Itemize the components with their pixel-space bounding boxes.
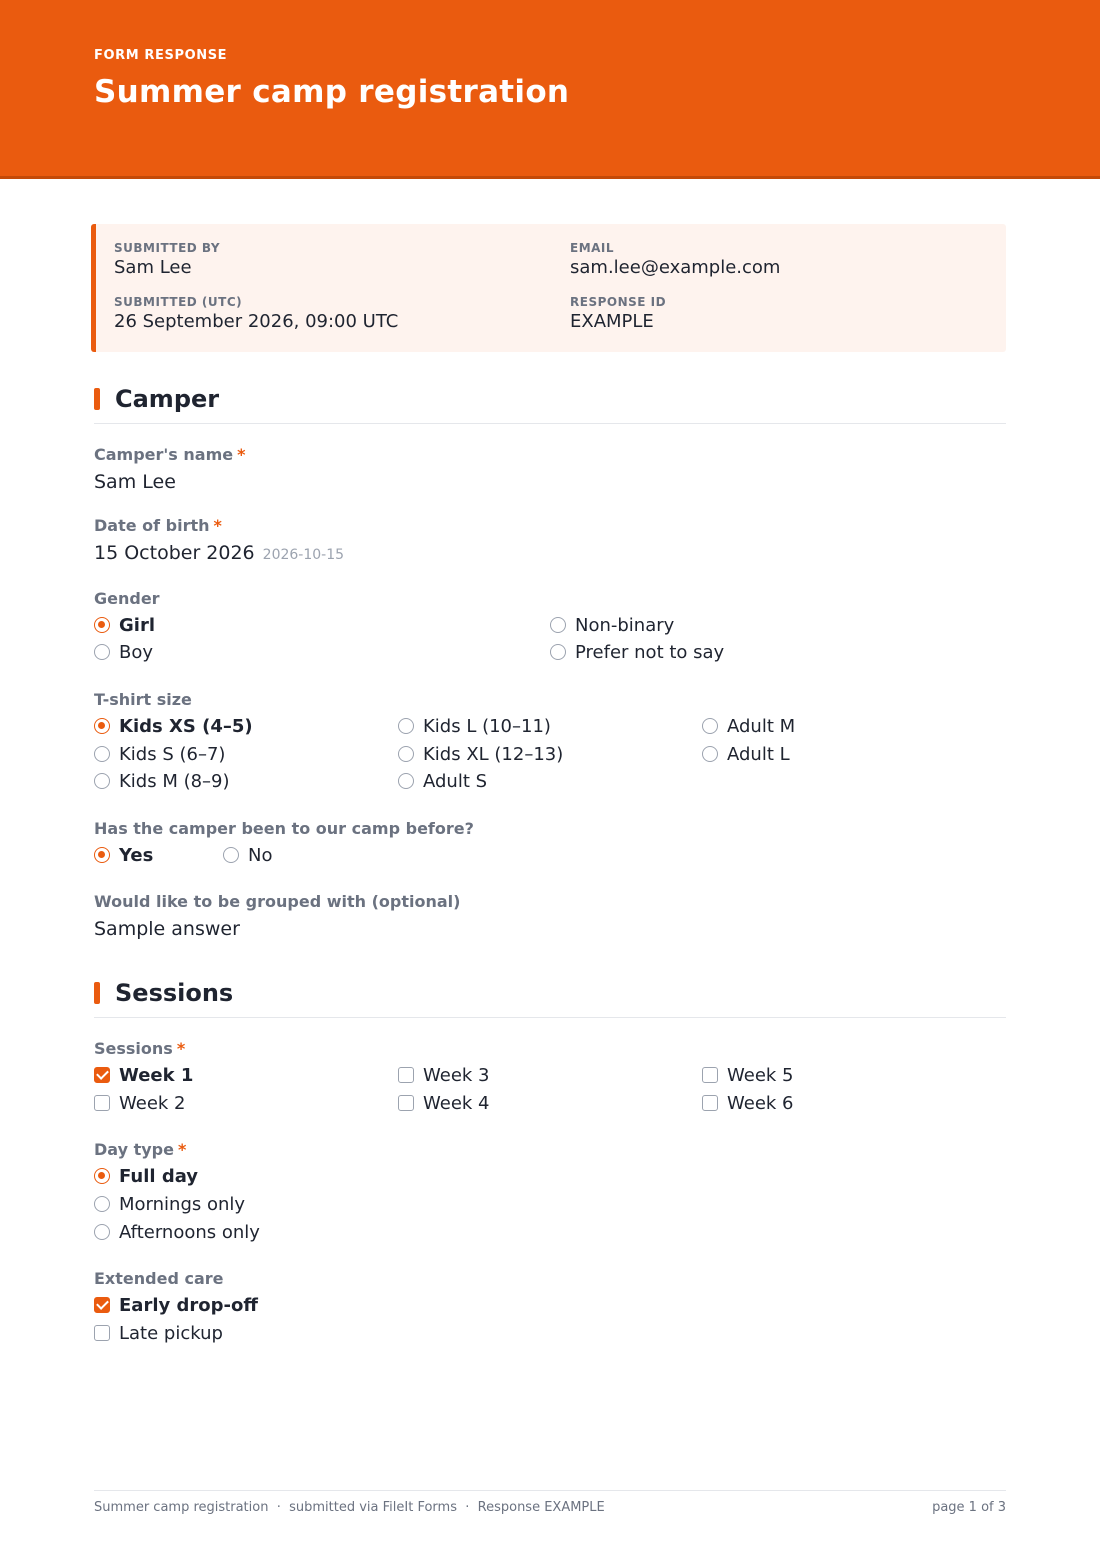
option-label: No bbox=[248, 844, 273, 866]
radio-unselected-icon bbox=[94, 1224, 110, 1240]
option-label: Mornings only bbox=[119, 1193, 246, 1215]
radio-selected-icon bbox=[94, 1168, 110, 1184]
option-label: Week 6 bbox=[727, 1092, 794, 1114]
radio-unselected-icon bbox=[94, 644, 110, 660]
tshirt-option-adult-s[interactable] bbox=[398, 770, 487, 792]
camp-before-option-no[interactable] bbox=[223, 844, 272, 866]
gender-option-prefer-not-to-say[interactable] bbox=[550, 641, 724, 663]
session-option-week-1[interactable] bbox=[94, 1064, 193, 1086]
tshirt-option-kids-xs[interactable] bbox=[94, 715, 253, 737]
required-mark: * bbox=[177, 1140, 187, 1159]
option-label: Yes bbox=[119, 844, 154, 866]
option-label: Adult S bbox=[423, 770, 488, 792]
page-header bbox=[0, 0, 1100, 179]
day-type-option-mornings-only[interactable] bbox=[94, 1193, 245, 1215]
radio-unselected-icon bbox=[398, 746, 414, 762]
tshirt-option-adult-m[interactable] bbox=[702, 715, 795, 737]
option-label: Week 3 bbox=[423, 1064, 490, 1086]
session-option-week-5[interactable] bbox=[702, 1064, 794, 1086]
session-option-week-2[interactable] bbox=[94, 1092, 186, 1114]
submitted-time-label: SUBMITTED (UTC) bbox=[114, 295, 243, 309]
dob-iso: 2026-10-15 bbox=[262, 547, 345, 563]
radio-unselected-icon bbox=[223, 847, 239, 863]
option-label: Afternoons only bbox=[119, 1221, 260, 1243]
checkbox-unchecked-icon bbox=[94, 1325, 110, 1341]
checkbox-unchecked-icon bbox=[398, 1095, 414, 1111]
field-label-extended-care bbox=[94, 1269, 224, 1288]
field-label-text: Gender bbox=[94, 589, 160, 608]
page-title: Summer camp registration bbox=[94, 74, 570, 110]
tshirt-option-adult-l[interactable] bbox=[702, 743, 790, 765]
option-label: Week 5 bbox=[727, 1064, 794, 1086]
email-label: EMAIL bbox=[570, 241, 615, 255]
camp-before-option-yes[interactable] bbox=[94, 844, 153, 866]
field-label-grouped-with bbox=[94, 892, 460, 911]
tshirt-option-kids-s[interactable] bbox=[94, 743, 225, 765]
field-label-text: Sessions bbox=[94, 1039, 173, 1058]
radio-selected-icon bbox=[94, 847, 110, 863]
header-eyebrow: FORM RESPONSE bbox=[94, 48, 228, 63]
option-label: Week 4 bbox=[423, 1092, 490, 1114]
page-footer bbox=[94, 1490, 1006, 1520]
extended-care-option-late-pickup[interactable] bbox=[94, 1322, 223, 1344]
checkbox-checked-icon bbox=[94, 1297, 110, 1313]
radio-unselected-icon bbox=[398, 718, 414, 734]
field-label-text: Extended care bbox=[94, 1269, 224, 1288]
option-label: Adult M bbox=[727, 715, 796, 737]
option-label: Week 1 bbox=[119, 1064, 194, 1086]
session-option-week-6[interactable] bbox=[702, 1092, 794, 1114]
submitted-by bbox=[114, 241, 220, 278]
radio-selected-icon bbox=[94, 617, 110, 633]
submission-meta bbox=[91, 224, 1006, 352]
checkbox-unchecked-icon bbox=[398, 1067, 414, 1083]
checkbox-unchecked-icon bbox=[702, 1095, 718, 1111]
checkbox-unchecked-icon bbox=[702, 1067, 718, 1083]
day-type-option-afternoons-only[interactable] bbox=[94, 1221, 260, 1243]
checkbox-checked-icon bbox=[94, 1067, 110, 1083]
radio-unselected-icon bbox=[94, 1196, 110, 1212]
field-label-text: T-shirt size bbox=[94, 690, 192, 709]
tshirt-option-kids-l[interactable] bbox=[398, 715, 551, 737]
required-mark: * bbox=[237, 445, 246, 464]
radio-unselected-icon bbox=[94, 773, 110, 789]
field-label-text: Camper's name bbox=[94, 445, 234, 464]
field-label-text: Day type bbox=[94, 1140, 174, 1159]
response-id bbox=[570, 295, 666, 332]
footer-page-number: page 1 of 3 bbox=[932, 1500, 1006, 1515]
radio-unselected-icon bbox=[398, 773, 414, 789]
option-label: Kids M (8–9) bbox=[119, 770, 230, 792]
field-label-tshirt-size bbox=[94, 690, 192, 709]
submitted-by-label: SUBMITTED BY bbox=[114, 241, 221, 255]
section-accent-bar bbox=[94, 388, 100, 410]
field-label-gender bbox=[94, 589, 160, 608]
option-label: Kids XS (4–5) bbox=[119, 715, 253, 737]
email bbox=[570, 241, 780, 278]
section-sessions bbox=[94, 978, 1006, 1018]
radio-selected-icon bbox=[94, 718, 110, 734]
radio-unselected-icon bbox=[94, 746, 110, 762]
field-label-campers-name bbox=[94, 445, 245, 464]
field-value-date-of-birth bbox=[94, 542, 344, 564]
dob-value: 15 October 2026 bbox=[94, 542, 255, 564]
section-title: Sessions bbox=[115, 979, 234, 1007]
section-accent-bar bbox=[94, 982, 100, 1004]
option-label: Prefer not to say bbox=[575, 641, 725, 663]
gender-option-non-binary[interactable] bbox=[550, 614, 674, 636]
day-type-option-full-day[interactable] bbox=[94, 1165, 198, 1187]
option-label: Full day bbox=[119, 1165, 199, 1187]
option-label: Early drop-off bbox=[119, 1294, 258, 1316]
submitted-time bbox=[114, 295, 398, 332]
tshirt-option-kids-m[interactable] bbox=[94, 770, 230, 792]
field-value-campers-name: Sam Lee bbox=[94, 471, 176, 493]
gender-option-boy[interactable] bbox=[94, 641, 153, 663]
field-label-text: Date of birth bbox=[94, 516, 210, 535]
required-mark: * bbox=[213, 516, 222, 535]
response-id-label: RESPONSE ID bbox=[570, 295, 667, 309]
extended-care-option-early-drop-off[interactable] bbox=[94, 1294, 258, 1316]
submitted-time-value: 26 September 2026, 09:00 UTC bbox=[114, 311, 399, 332]
option-label: Kids L (10–11) bbox=[423, 715, 551, 737]
checkbox-unchecked-icon bbox=[94, 1095, 110, 1111]
radio-unselected-icon bbox=[550, 617, 566, 633]
option-label: Girl bbox=[119, 614, 155, 636]
email-value: sam.lee@example.com bbox=[570, 257, 781, 278]
radio-unselected-icon bbox=[702, 746, 718, 762]
session-option-week-4[interactable] bbox=[398, 1092, 490, 1114]
option-label: Adult L bbox=[727, 743, 790, 765]
gender-option-girl[interactable] bbox=[94, 614, 155, 636]
session-option-week-3[interactable] bbox=[398, 1064, 490, 1086]
field-label-date-of-birth bbox=[94, 516, 222, 535]
response-id-value: EXAMPLE bbox=[570, 311, 654, 332]
section-title: Camper bbox=[115, 385, 220, 413]
option-label: Late pickup bbox=[119, 1322, 223, 1344]
option-label: Kids XL (12–13) bbox=[423, 743, 564, 765]
option-label: Non-binary bbox=[575, 614, 675, 636]
field-label-text: Would like to be grouped with (optional) bbox=[94, 892, 461, 911]
radio-unselected-icon bbox=[702, 718, 718, 734]
required-mark: * bbox=[176, 1039, 186, 1058]
field-label-camp-before bbox=[94, 819, 474, 838]
option-label: Week 2 bbox=[119, 1092, 186, 1114]
tshirt-option-kids-xl[interactable] bbox=[398, 743, 563, 765]
option-label: Kids S (6–7) bbox=[119, 743, 226, 765]
field-label-text: Has the camper been to our camp before? bbox=[94, 819, 474, 838]
field-label-sessions bbox=[94, 1039, 185, 1058]
option-label: Boy bbox=[119, 641, 154, 663]
radio-unselected-icon bbox=[550, 644, 566, 660]
footer-info: Summer camp registration · submitted via FileIt Forms · Response EXAMPLE bbox=[94, 1500, 605, 1515]
submitted-by-value: Sam Lee bbox=[114, 257, 192, 278]
field-label-day-type bbox=[94, 1140, 186, 1159]
section-camper bbox=[94, 384, 1006, 424]
field-value-grouped-with: Sample answer bbox=[94, 918, 240, 940]
